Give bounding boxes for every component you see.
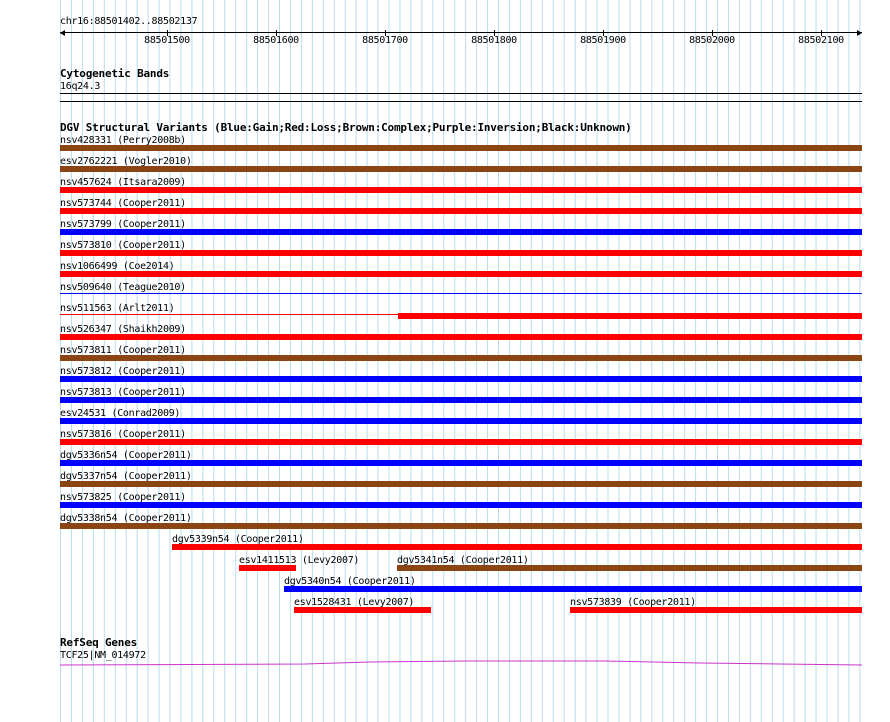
dgv-variant-label[interactable]: esv24531 (Conrad2009) bbox=[60, 408, 181, 419]
dgv-variant-label[interactable]: nsv573799 (Cooper2011) bbox=[60, 219, 186, 230]
dgv-variant-bar[interactable] bbox=[398, 313, 862, 319]
dgv-variant-label[interactable]: nsv573813 (Cooper2011) bbox=[60, 387, 186, 398]
cytoband-rule-top bbox=[60, 93, 862, 94]
dgv-variant-label[interactable]: dgv5340n54 (Cooper2011) bbox=[284, 576, 416, 587]
dgv-variant-label[interactable]: nsv526347 (Shaikh2009) bbox=[60, 324, 186, 335]
dgv-variant-label[interactable]: dgv5338n54 (Cooper2011) bbox=[60, 513, 192, 524]
dgv-variant-label[interactable]: esv1528431 (Levy2007) bbox=[294, 597, 415, 608]
dgv-variant-label[interactable]: dgv5336n54 (Cooper2011) bbox=[60, 450, 192, 461]
cytoband-track-title[interactable]: Cytogenetic Bands bbox=[60, 67, 170, 80]
dgv-variant-label[interactable]: dgv5341n54 (Cooper2011) bbox=[397, 555, 529, 566]
dgv-track-title[interactable]: DGV Structural Variants (Blue:Gain;Red:Loss;Brown:Complex;Purple:Inversion;Black:Unknown) bbox=[60, 121, 632, 134]
ruler-tick-label: 88501500 bbox=[144, 35, 190, 46]
dgv-variant-label[interactable]: nsv573810 (Cooper2011) bbox=[60, 240, 186, 251]
refseq-gene-label: TCF25|NM_014972 bbox=[60, 650, 146, 661]
ruler-tick-label: 88501800 bbox=[471, 35, 517, 46]
dgv-variant-line[interactable] bbox=[60, 314, 400, 315]
ruler-tick-label: 88502100 bbox=[798, 35, 844, 46]
cytoband-rule-bottom bbox=[60, 101, 862, 102]
ruler-tick-label: 88501900 bbox=[580, 35, 626, 46]
dgv-variant-label[interactable]: esv2762221 (Vogler2010) bbox=[60, 156, 192, 167]
dgv-variant-label[interactable]: esv1411513 (Levy2007) bbox=[239, 555, 360, 566]
dgv-variant-label[interactable]: nsv573811 (Cooper2011) bbox=[60, 345, 186, 356]
dgv-variant-label[interactable]: nsv509640 (Teague2010) bbox=[60, 282, 186, 293]
refseq-track-title[interactable]: RefSeq Genes bbox=[60, 636, 138, 649]
dgv-variant-bar[interactable] bbox=[60, 418, 862, 424]
dgv-variant-bar[interactable] bbox=[60, 271, 862, 277]
dgv-variant-label[interactable]: nsv573825 (Cooper2011) bbox=[60, 492, 186, 503]
ruler-ticks bbox=[0, 0, 890, 50]
dgv-variant-label[interactable]: nsv511563 (Arlt2011) bbox=[60, 303, 175, 314]
ruler-tick-label: 88502000 bbox=[689, 35, 735, 46]
ruler-range-label: chr16:88501402..88502137 bbox=[60, 16, 198, 27]
dgv-variant-label[interactable]: nsv457624 (Itsara2009) bbox=[60, 177, 186, 188]
dgv-variant-label[interactable]: dgv5339n54 (Cooper2011) bbox=[172, 534, 304, 545]
dgv-variant-label[interactable]: nsv573839 (Cooper2011) bbox=[570, 597, 696, 608]
ruler-tick-label: 88501600 bbox=[253, 35, 299, 46]
refseq-gene-line bbox=[60, 661, 862, 665]
dgv-variant-line[interactable] bbox=[60, 293, 862, 294]
dgv-variant-label[interactable]: nsv428331 (Perry2008b) bbox=[60, 135, 186, 146]
dgv-variant-label[interactable]: nsv573816 (Cooper2011) bbox=[60, 429, 186, 440]
cytoband-label: 16q24.3 bbox=[60, 81, 101, 92]
dgv-variant-label[interactable]: nsv573812 (Cooper2011) bbox=[60, 366, 186, 377]
refseq-gene-model[interactable] bbox=[60, 658, 862, 670]
ruler-tick-label: 88501700 bbox=[362, 35, 408, 46]
dgv-variant-label[interactable]: nsv1066499 (Coe2014) bbox=[60, 261, 175, 272]
dgv-variant-label[interactable]: dgv5337n54 (Cooper2011) bbox=[60, 471, 192, 482]
dgv-variant-label[interactable]: nsv573744 (Cooper2011) bbox=[60, 198, 186, 209]
